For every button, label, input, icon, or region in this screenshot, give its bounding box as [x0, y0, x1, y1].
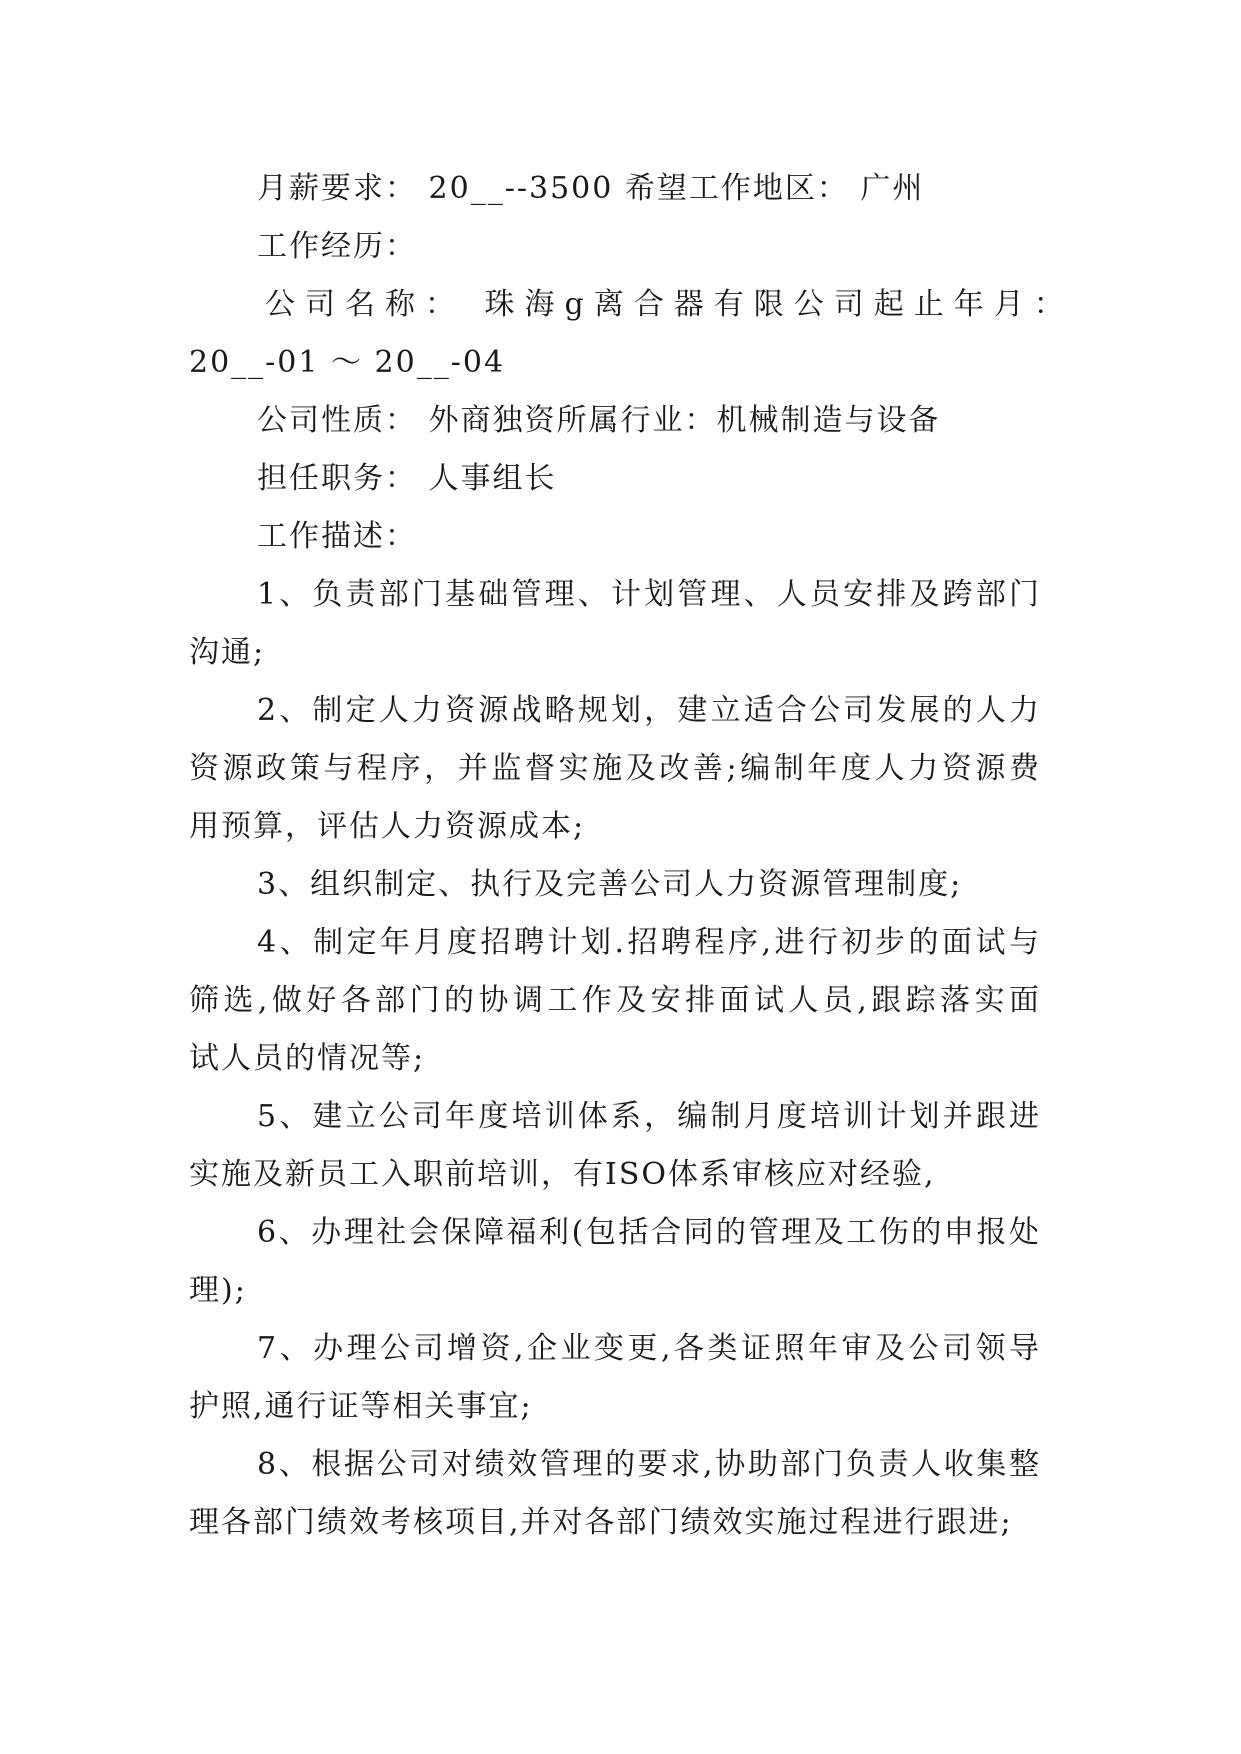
- company-nature-line: 公司性质： 外商独资所属行业：机械制造与设备: [257, 403, 941, 438]
- duty-item-4-line-1: 4、制定年月度招聘计划.招聘程序,进行初步的面试与: [257, 925, 1041, 960]
- duty-item-6-line-2: 理);: [189, 1273, 247, 1308]
- duty-item-8-line-2: 理各部门绩效考核项目,并对各部门绩效实施过程进行跟进;: [189, 1505, 1013, 1540]
- duty-item-3-line-1: 3、组织制定、执行及完善公司人力资源管理制度;: [257, 867, 963, 902]
- description-heading: 工作描述：: [257, 519, 417, 554]
- duty-item-2-line-2: 资源政策与程序，并监督实施及改善;编制年度人力资源费: [189, 751, 1041, 786]
- duty-item-7-line-2: 护照,通行证等相关事宜;: [189, 1389, 533, 1424]
- position-line: 担任职务： 人事组长: [257, 461, 557, 496]
- period-line: 20__-01 ～ 20__-04: [189, 345, 506, 380]
- duty-item-1-line-1: 1、负责部门基础管理、计划管理、人员安排及跨部门: [257, 577, 1041, 612]
- resume-content: [189, 160, 1074, 1552]
- duty-item-5-line-2: 实施及新员工入职前培训，有ISO体系审核应对经验,: [189, 1157, 936, 1192]
- duty-item-2-line-3: 用预算，评估人力资源成本;: [189, 809, 586, 844]
- experience-heading: 工作经历：: [257, 229, 417, 264]
- duty-item-4-line-3: 试人员的情况等;: [189, 1041, 426, 1076]
- duty-item-8-line-1: 8、根据公司对绩效管理的要求,协助部门负责人收集整: [257, 1447, 1041, 1482]
- salary-line: 月薪要求： 20__--3500 希望工作地区： 广州: [257, 171, 925, 206]
- company-line: 公司名称： 珠海g离合器有限公司起止年月：: [265, 287, 1074, 322]
- duty-item-7-line-1: 7、办理公司增资,企业变更,各类证照年审及公司领导: [257, 1331, 1041, 1366]
- duty-item-1-line-2: 沟通;: [189, 635, 266, 670]
- duty-item-4-line-2: 筛选,做好各部门的协调工作及安排面试人员,跟踪落实面: [189, 983, 1041, 1018]
- duty-item-5-line-1: 5、建立公司年度培训体系，编制月度培训计划并跟进: [257, 1099, 1041, 1134]
- duty-item-6-line-1: 6、办理社会保障福利(包括合同的管理及工伤的申报处: [257, 1215, 1041, 1250]
- duty-item-2-line-1: 2、制定人力资源战略规划，建立适合公司发展的人力: [257, 693, 1041, 728]
